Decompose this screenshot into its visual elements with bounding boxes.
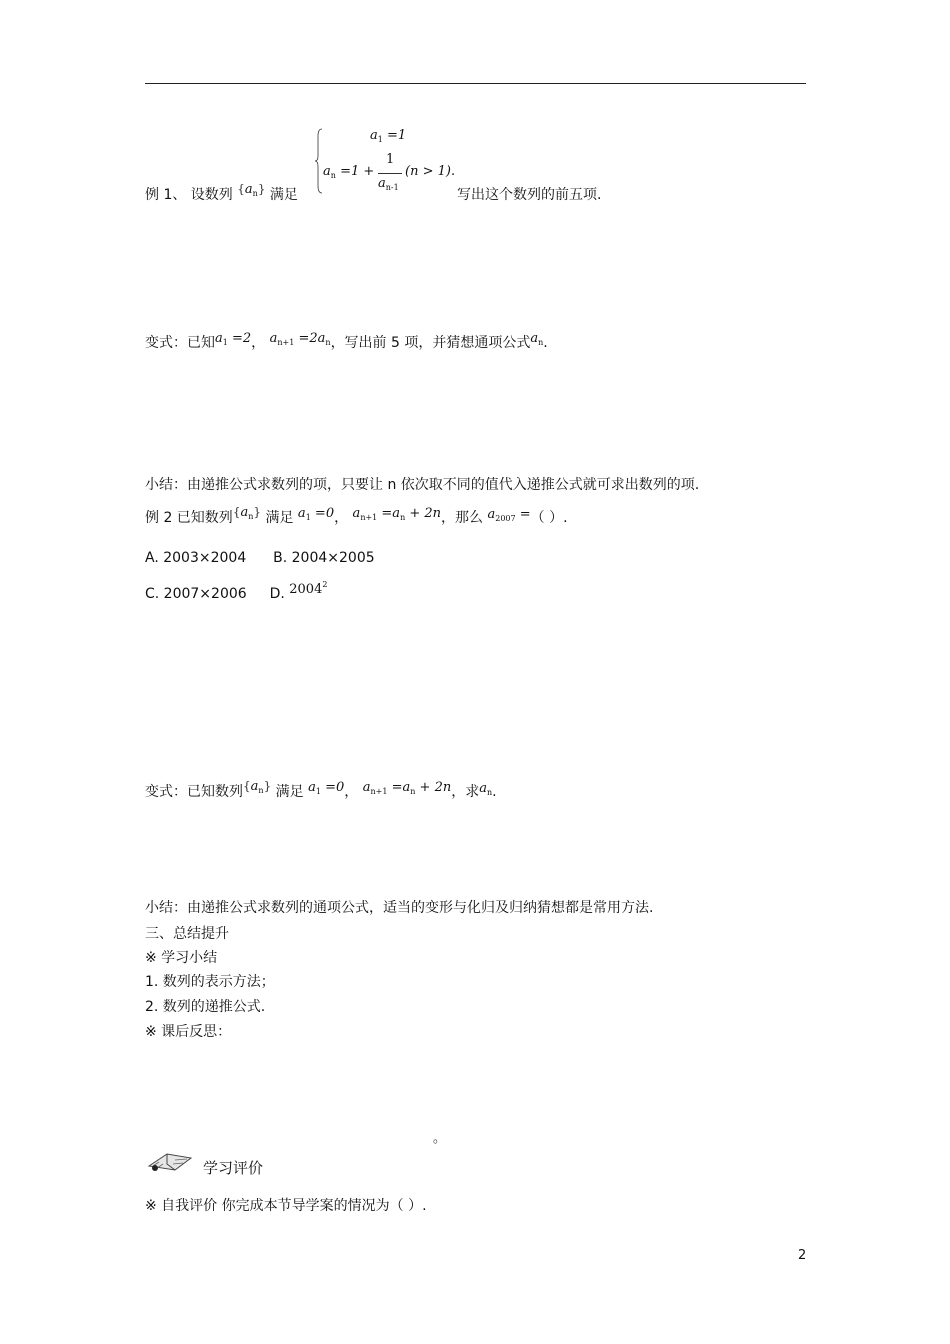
option-d-value: 2004$^2$ bbox=[289, 580, 328, 597]
option-d: D. bbox=[269, 586, 285, 602]
summary-2: 小结：由递推公式求数列的通项公式，适当的变形与化归及归纳猜想都是常用方法. bbox=[145, 900, 654, 916]
ex1-frac-num: 1 bbox=[386, 152, 395, 167]
stray-mark: 。 bbox=[433, 1131, 447, 1146]
option-a: A. 2003×2004 bbox=[145, 550, 247, 566]
ex1-seq: $\{a_n\}$ bbox=[237, 182, 266, 198]
ex1-eq2-cond: (n > 1). bbox=[405, 164, 456, 179]
ex2-line: 例 2 已知数列$\{a_n\}$ 满足 $a_1 =0$， $a_{n+1} =a_n + 2n$，那么 $a_{2007}$ =（ ）. bbox=[145, 505, 568, 526]
header-rule bbox=[145, 83, 806, 84]
summary-point-2: 2. 数列的递推公式. bbox=[145, 999, 266, 1015]
eval-title: 学习评价 bbox=[203, 1159, 264, 1177]
page-number: 2 bbox=[798, 1248, 807, 1263]
section-3-title: 三、总结提升 bbox=[145, 926, 229, 942]
system-brace bbox=[315, 128, 323, 194]
ex1-frac-bar bbox=[378, 173, 402, 174]
ex1-frac-den: $a_{n-1}$ bbox=[378, 176, 399, 192]
reflection: ※ 课后反思： bbox=[145, 1024, 232, 1040]
var2-line: 变式：已知数列$\{a_n\}$ 满足 $a_1 =0$， $a_{n+1} =a_n + 2n$，求$a_n$. bbox=[145, 779, 497, 800]
study-summary: ※ 学习小结 bbox=[145, 950, 218, 966]
options-row-1 bbox=[145, 548, 375, 568]
self-eval: ※ 自我评价 你完成本节导学案的情况为（ ）. bbox=[145, 1198, 427, 1214]
option-b: B. 2004×2005 bbox=[273, 550, 375, 566]
ex1-eq1: $a_1 =1$ bbox=[370, 128, 407, 144]
ex1-tail: 写出这个数列的前五项. bbox=[457, 187, 602, 203]
ex1-eq2: $a_n =1$ + bbox=[323, 164, 375, 180]
var1-line: 变式：已知$a_1 =2$， $a_{n+1} =2a_n$，写出前 5 项，并猜想通项公式$a_n$. bbox=[145, 331, 548, 351]
ex1-line: 例 1、 设数列 $\{a_n\}$ 满足 bbox=[145, 185, 298, 210]
summary-point-1: 1. 数列的表示方法； bbox=[145, 974, 275, 990]
book-icon bbox=[145, 1146, 195, 1174]
summary-1: 小结：由递推公式求数列的项，只要让 n 依次取不同的值代入递推公式就可求出数列的项. bbox=[145, 477, 700, 493]
options-row-2 bbox=[145, 580, 327, 605]
option-c: C. 2007×2006 bbox=[145, 586, 247, 602]
